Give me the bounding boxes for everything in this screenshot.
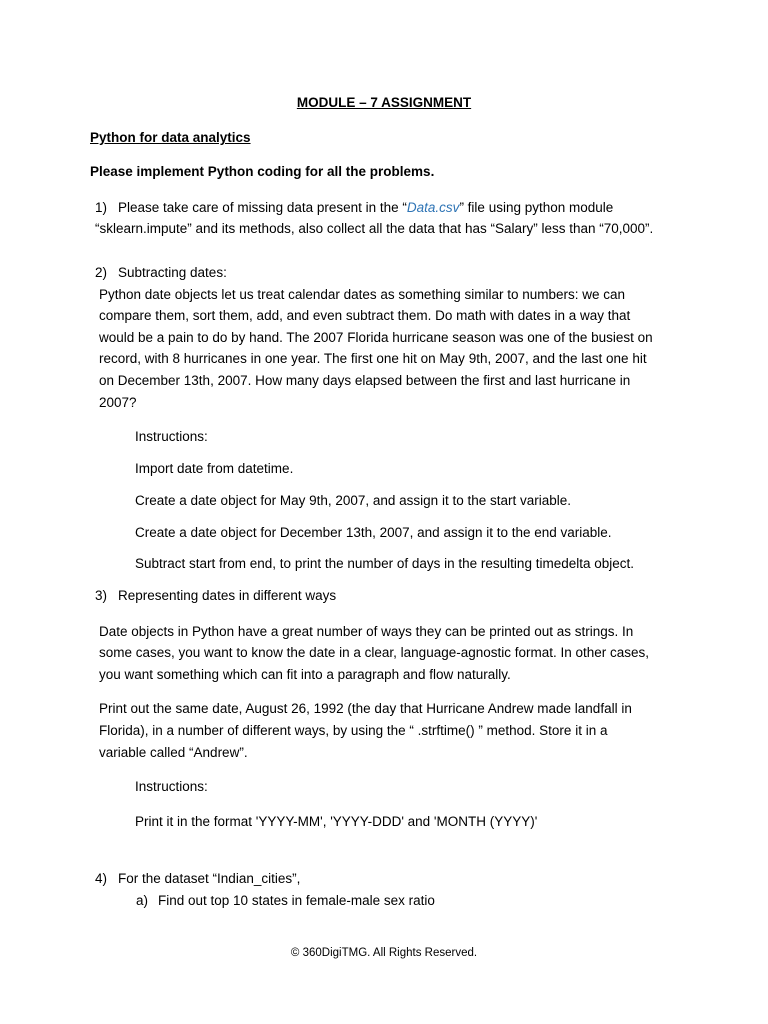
- q4-heading: For the dataset “Indian_cities”,: [118, 871, 301, 886]
- subtitle: Python for data analytics: [90, 130, 251, 145]
- q3-p2-line: Florida), in a number of different ways, by using the “ .strftime() ” method. Store it in a: [99, 723, 608, 738]
- q3-p2-line: Print out the same date, August 26, 1992 (the day that Hurricane Andrew made landfall in: [99, 701, 632, 716]
- q2-line: would be a pain to do by hand. The 2007 Florida hurricane season was one of the busiest on: [99, 330, 653, 345]
- q3-number: 3): [95, 588, 108, 603]
- q3-p1-line: some cases, you want to know the date in a clear, language-agnostic format. In other cases,: [99, 645, 650, 660]
- q2-step: Subtract start from end, to print the number of days in the resulting timedelta object.: [135, 556, 635, 571]
- footer-copyright: © 360DigiTMG. All Rights Reserved.: [290, 947, 478, 959]
- q4-number: 4): [95, 871, 108, 886]
- q2-instructions-label: Instructions:: [135, 429, 208, 444]
- q4-sub-a-label: a): [136, 893, 149, 908]
- q3-p1-line: Date objects in Python have a great number of ways they can be printed out as strings. In: [99, 624, 634, 639]
- q2-line: 2007?: [99, 395, 137, 410]
- q3-p2-line: variable called “Andrew”.: [99, 745, 248, 760]
- q2-heading: Subtracting dates:: [118, 265, 227, 280]
- q3-step: Print it in the format 'YYYY-MM', 'YYYY-DDD' and 'MONTH (YYYY)': [135, 814, 538, 829]
- q2-line: compare them, sort them, add, and even subtract them. Do math with dates in a way that: [99, 308, 631, 323]
- q1-number: 1): [95, 200, 108, 215]
- q1-line2: “sklearn.impute” and its methods, also collect all the data that has “Salary” less than “70,000”.: [95, 221, 654, 236]
- q4-sub-a: Find out top 10 states in female-male sex ratio: [158, 893, 435, 908]
- q3-heading: Representing dates in different ways: [118, 588, 337, 603]
- q3-p1-line: you want something which can fit into a paragraph and flow naturally.: [99, 667, 511, 682]
- q2-line: Python date objects let us treat calendar dates as something similar to numbers: we can: [99, 287, 626, 302]
- data-csv-link[interactable]: Data.csv: [406, 200, 460, 215]
- q3-instructions-label: Instructions:: [135, 779, 208, 794]
- q1-line1-b: ” file using python module: [459, 200, 614, 215]
- q2-step: Import date from datetime.: [135, 461, 294, 476]
- q2-line: on December 13th, 2007. How many days elapsed between the first and last hurricane in: [99, 373, 631, 388]
- q2-step: Create a date object for May 9th, 2007, and assign it to the start variable.: [135, 493, 572, 508]
- q2-line: record, with 8 hurricanes in one year. The first one hit on May 9th, 2007, and the last one hit: [99, 351, 647, 366]
- general-instruction: Please implement Python coding for all the problems.: [90, 164, 435, 179]
- page-title: MODULE – 7 ASSIGNMENT: [296, 95, 472, 110]
- q1-line1-a: Please take care of missing data present in the “: [118, 200, 407, 215]
- q1-line1: [118, 200, 613, 215]
- q2-step: Create a date object for December 13th, 2007, and assign it to the end variable.: [135, 525, 612, 540]
- q2-number: 2): [95, 265, 108, 280]
